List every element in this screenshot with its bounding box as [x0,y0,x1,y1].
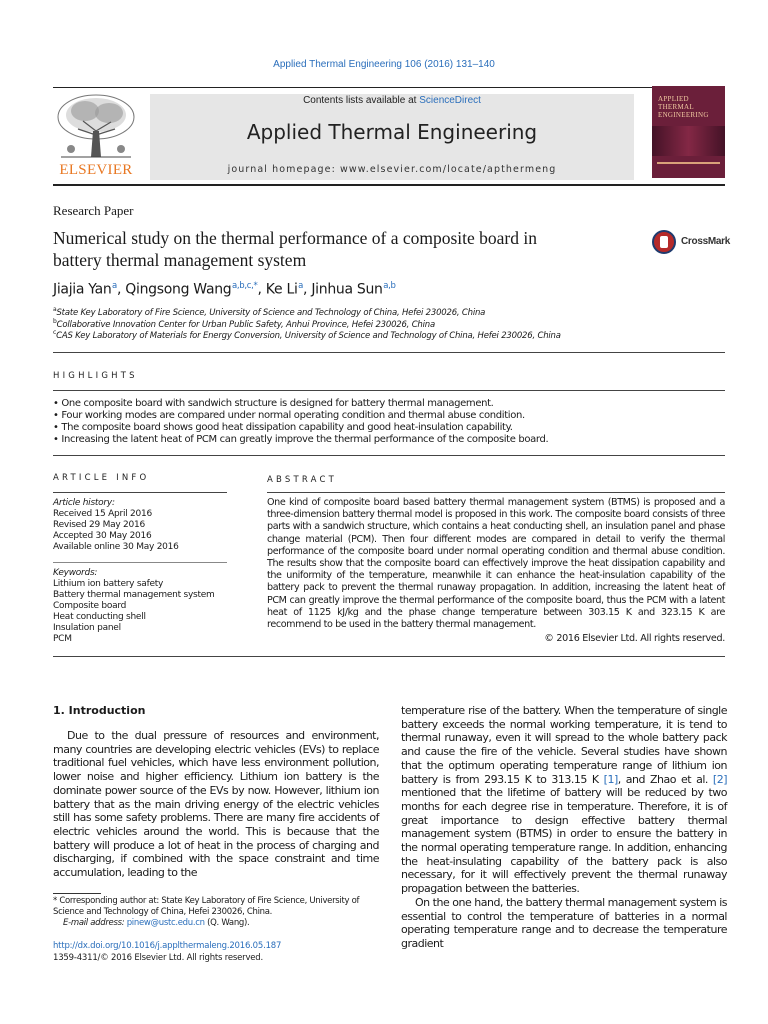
reference-link[interactable]: [2] [712,772,727,786]
journal-cover-thumbnail[interactable] [652,86,725,178]
abstract-heading: ABSTRACT [267,475,338,485]
doi-block [53,941,281,964]
article-history-label: Article history: [53,498,115,508]
affiliation: $^c$CAS Key Laboratory of Materials for Energy Conversion, University of Science and Technology of China, Hefei 230026, China [53,329,561,341]
article-title: Numerical study on the thermal performance of a composite board in battery thermal management system [53,228,538,270]
journal-citation-link[interactable]: Applied Thermal Engineering 106 (2016) 131–140 [273,59,495,70]
cover-title: APPLIED THERMAL ENGINEERING [658,95,709,119]
section-divider [53,455,725,456]
keyword-item: PCM [53,634,72,644]
keyword-item: Lithium ion battery safety [53,579,164,589]
author-name[interactable]: Ke Li [265,281,298,298]
masthead-bottom-rule [53,184,725,186]
cover-bottom-line [657,162,720,164]
abstract-rule [267,492,725,493]
history-item: Accepted 30 May 2016 [53,531,152,541]
highlight-item: • The composite board shows good heat dissipation capability and good heat-insulation capability. [53,422,513,433]
email-link[interactable]: pinew@ustc.edu.cn [126,918,205,928]
abstract-copyright: © 2016 Elsevier Ltd. All rights reserved. [544,633,725,644]
reference-link[interactable]: [1] [603,772,618,786]
footnote: * Corresponding author at: State Key Laboratory of Fire Science, University of Science and Technology of China, Hefei 230026, China. E-mail address: pinew@ustc.edu.cn (Q. Wang). [53,896,379,929]
author-affil-sup[interactable]: a [112,281,117,291]
history-item: Available online 30 May 2016 [53,542,179,552]
doi-link[interactable]: http://dx.doi.org/10.1016/j.applthermaleng.2016.05.187 [53,941,282,951]
author-list: Jiajia Yan $^a$, Qingsong Wang $^{a,b,c,*}$, Ke Li $^a$, Jinhua Sun $^{a,b}$ [53,281,396,298]
crossmark-icon [652,230,676,254]
journal-title: Applied Thermal Engineering [246,120,538,144]
author-affil-sup[interactable]: a,b,c,* [231,281,258,291]
elsevier-wordmark: ELSEVIER [59,162,133,178]
introduction-heading: 1. Introduction [53,704,146,717]
keyword-item: Composite board [53,601,127,611]
keyword-item: Insulation panel [53,623,121,633]
highlight-item: • Four working modes are compared under normal operating condition and thermal abuse condition. [53,410,525,421]
article-type: Research Paper [53,203,134,218]
keyword-item: Heat conducting shell [53,612,146,622]
contents-line: Contents lists available at ScienceDirect [303,95,481,106]
article-info-rule [53,492,227,493]
keywords-label: Keywords: [53,568,98,578]
highlight-item: • Increasing the latent heat of PCM can greatly improve the thermal performance of the composite board. [53,434,549,445]
affiliation: $^b$Collaborative Innovation Center for Urban Public Safety, Anhui Province, Hefei 230026, China [53,318,435,330]
author-name[interactable]: Jiajia Yan [53,281,112,298]
affiliation: $^a$State Key Laboratory of Fire Science, University of Science and Technology of China, Hefei 230026, China [53,306,486,318]
elsevier-logo[interactable] [53,91,139,179]
author-affil-sup[interactable]: a,b [383,281,396,291]
cover-band [652,126,725,156]
author-affil-sup[interactable]: a [298,281,304,291]
journal-homepage-link[interactable]: journal homepage: www.elsevier.com/locate/apthermeng [227,164,557,175]
crossmark-label: CrossMark [681,236,730,247]
issn-line: 1359-4311/© 2016 Elsevier Ltd. All rights reserved. [53,952,263,963]
sciencedirect-link[interactable]: ScienceDirect [419,95,481,106]
intro-paragraph-right: temperature rise of the battery. When the temperature of single battery exceeds the normal working temperature, it is tend to thermal runaway, even it will spread to the whole battery pack and cause the fire of the vehicle. Several studies have shown that the optimum operating temperature range of lithium ion battery is from 293.15 K to 313.15 K [1], and Zhao et al. [2] mentioned that the lifetime of battery will be reduced by two months for each degree rise in temperature. Therefore, it is of great importance to design effective battery thermal management system (BTMS) in order to ensure the battery in the normal operating temperature range. In addition, enhancing the heat-insulating capability of the battery pack is also necessary, for it will effectively prevent the thermal runaway propagation between the batteries. On the one hand, the battery thermal management system is essential to control the temperature of batteries in a normal operating temperature range and to decrease the temperature gradient [401,704,727,950]
elsevier-tree-icon [53,91,139,163]
masthead-banner [150,94,634,180]
intro-paragraph-left: Due to the dual pressure of resources and environment, many countries are developing electric vehicles (EVs) to replace traditional fuel vehicles, which have less environment pollution, lower noise and higher efficiency. Lithium ion battery is the dominate power source of the EVs by now. However, lithium ion battery that as the main driving energy of the electric vehicles still has some safety problems. There are many fire accidents of electric vehicles around the world. This is because that the battery will produce a lot of heat in the process of charging and discharging, if combined with the space constraint and time accumulation, leading to the [53,729,379,880]
author-name[interactable]: Qingsong Wang [125,281,232,298]
history-item: Revised 29 May 2016 [53,520,145,530]
section-divider [53,390,725,391]
keywords-rule [53,562,227,563]
corresponding-author-note: * Corresponding author at: State Key Laboratory of Fire Science, University of Science and Technology of China, Hefei 230026, China. [53,896,360,917]
history-item: Received 15 April 2016 [53,509,152,519]
abstract-text: One kind of composite board based battery thermal management system (BTMS) is proposed and a three-dimension battery thermal model is proposed in this work. The composite board consists of three parts with a sandwich structure, which contains a heat conducting shell, an insulation panel and phase change material (PCM). Then four different modes are compared in detail to verify the thermal performance of the composite board under normal operating condition and thermal abuse condition. The results show that the composite board can effectively improve the heat dissipation capability and the uniformity of the temperature, meanwhile it can enhance the heat-insulation capability of the battery pack to prevent the thermal runaway propagation. In addition, increasing the latent heat of PCM can greatly improve the thermal performance of the composite board, thus the PCM with a latent heat of 1125 kJ/kg and the phase change temperature between 303.15 K and 323.15 K are recommend to be used in the battery thermal management. [267,497,725,631]
crossmark-button[interactable] [652,229,732,259]
author-name[interactable]: Jinhua Sun [311,281,383,298]
keyword-item: Battery thermal management system [53,590,215,600]
footnote-rule [53,893,101,894]
section-divider [53,352,725,353]
highlight-item: • One composite board with sandwich structure is designed for battery thermal management. [53,398,494,409]
masthead-top-rule [53,87,725,88]
highlights-heading: HIGHLIGHTS [53,371,138,381]
section-divider [53,656,725,657]
article-info-heading: ARTICLE INFO [53,473,150,483]
